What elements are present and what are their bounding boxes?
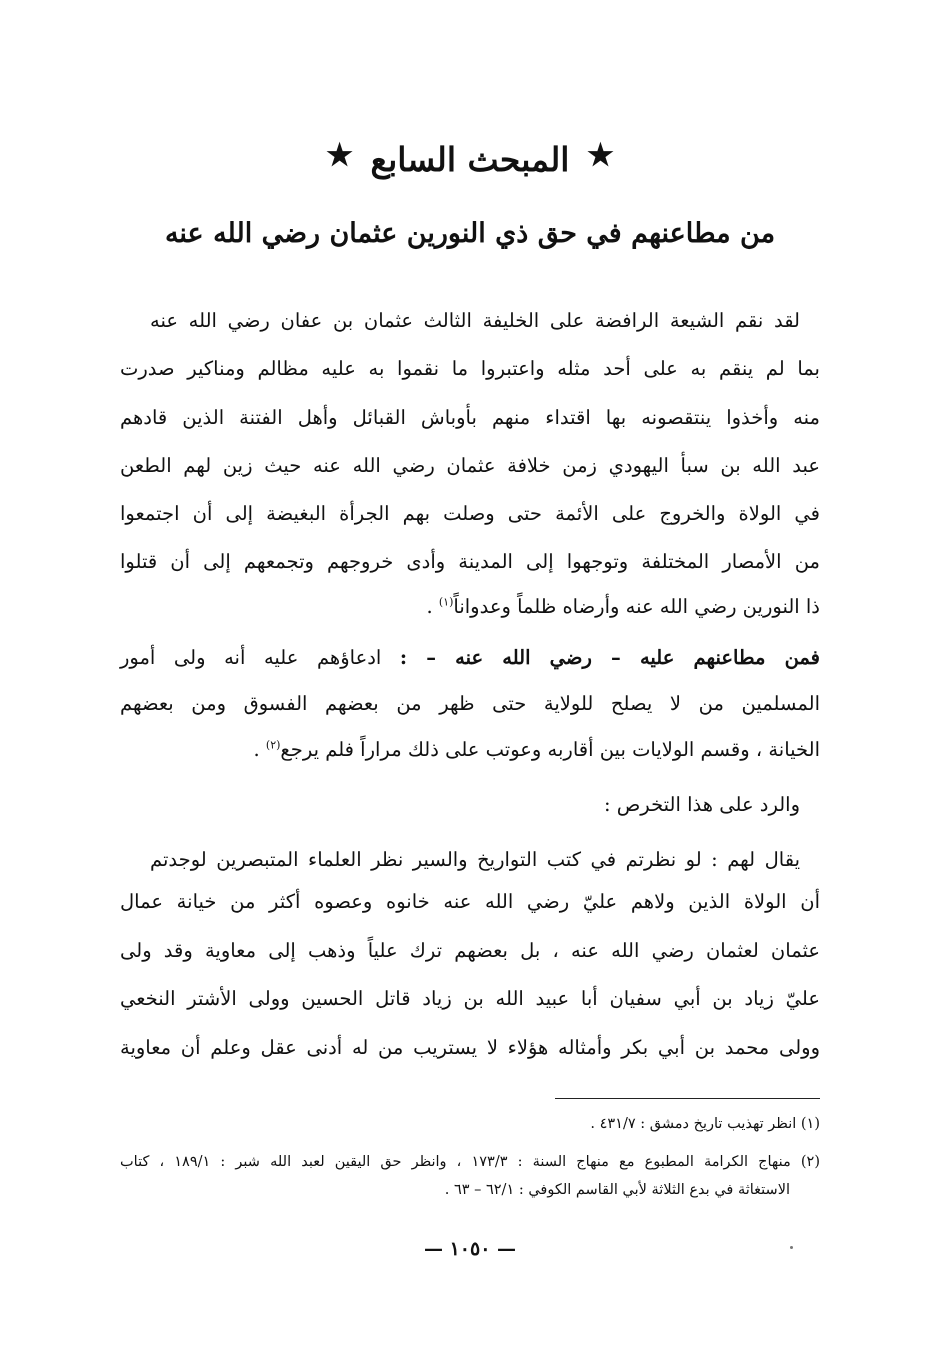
paragraph-line: أن الولاة الذين ولاهم عليّ رضي الله عنه خانوه وعصوه أكثر من خيانة عمال — [120, 890, 820, 913]
paragraph-line: وولى محمد بن أبي بكر وأمثاله هؤلاء لا يستريب من له أدنى عقل وعلم أن معاوية — [120, 1036, 820, 1059]
paragraph-line: المسلمين من لا يصلح للولاية حتى ظهر من بعضهم الفسوق ومن بعضهم — [120, 692, 820, 715]
footnote-ref: (٢) — [265, 738, 281, 752]
response-intro: والرد على هذا التخرص : — [603, 793, 800, 816]
section-title-text: المبحث السابع — [370, 140, 570, 179]
paragraph-line: عبد الله بن سبأ اليهودي زمن خلافة عثمان رضي الله عنه حيث زين لهم الطعن — [120, 454, 820, 477]
scan-dot — [790, 1246, 793, 1249]
paragraph-line — [120, 643, 820, 677]
paragraph-line: لقد نقم الشيعة الرافضة على الخليفة الثالث عثمان بن عفان رضي الله عنه — [150, 309, 800, 332]
page-number: — ١٠٥٠ — — [423, 1238, 517, 1260]
footnote: (١) انظر تهذيب تاريخ دمشق : ٤٣١/٧ . — [590, 1116, 820, 1132]
paragraph-line: يقال لهم : لو نظرتم في كتب التواريخ والسير نظر العلماء المتبصرين لوجدتم — [150, 848, 800, 871]
paragraph-line: عثمان لعثمان رضي الله عنه ، بل بعضهم ترك علياً وذهب إلى معاوية وقد ولى — [120, 939, 820, 962]
footnote: (٢) منهاج الكرامة المطبوع مع منهاج السنة : ١٧٣/٣ ، وانظر حق اليقين لعبد الله شبر : ١٨٩/١ ، كتاب — [120, 1154, 820, 1170]
paragraph-line-text: ذا النورين رضي الله عنه وأرضاه ظلماً وعدواناً — [453, 595, 820, 618]
footnote-ref: (١) — [438, 595, 454, 609]
paragraph-line: منه وأخذوا ينتقصونه بها اقتداء منهم بأوباش القبائل وأهل الفتنة الذين قادهم — [120, 406, 820, 429]
paragraph-line — [120, 735, 820, 769]
paragraph-line: عليّ زياد بن أبي سفيان أبا عبيد الله بن زياد قاتل الحسين وولى الأشتر النخعي — [120, 987, 820, 1010]
star-icon: ★ — [326, 138, 354, 173]
paragraph-line-text: الخيانة ، وقسم الولايات بين أقاربه وعوتب على ذلك مراراً فلم يرجع — [280, 738, 820, 761]
paragraph-line-text: ادعاؤهم عليه أنه ولى أمور — [120, 646, 400, 669]
section-title — [100, 140, 840, 179]
section-subtitle: من مطاعنهم في حق ذي النورين عثمان رضي الله عنه — [164, 218, 776, 249]
footnote-continuation: الاستغاثة في بدع الثلاثة لأبي القاسم الكوفي : ٦٢/١ – ٦٣ . — [444, 1182, 790, 1198]
paragraph-line: بما لم ينقم به على أحد مثله واعتبروا ما نقموا به عليه مظالم ومناكير صدرت — [120, 357, 820, 380]
paragraph-line: من الأمصار المختلفة وتوجهوا إلى المدينة وأدى خروجهم وتجمعهم إلى أن قتلوا — [120, 550, 820, 573]
footnote-separator — [555, 1098, 820, 1099]
bold-lead: فمن مطاعنهم عليه – رضي الله عنه – : — [399, 646, 821, 669]
paragraph-line — [120, 592, 820, 626]
paragraph-line-end: . — [426, 595, 439, 618]
paragraph-line-end: . — [253, 738, 266, 761]
star-icon: ★ — [586, 138, 614, 173]
paragraph-line: في الولاة والخروج على الأئمة حتى وصلت بهم الجرأة البغيضة إلى أن اجتمعوا — [120, 502, 820, 525]
